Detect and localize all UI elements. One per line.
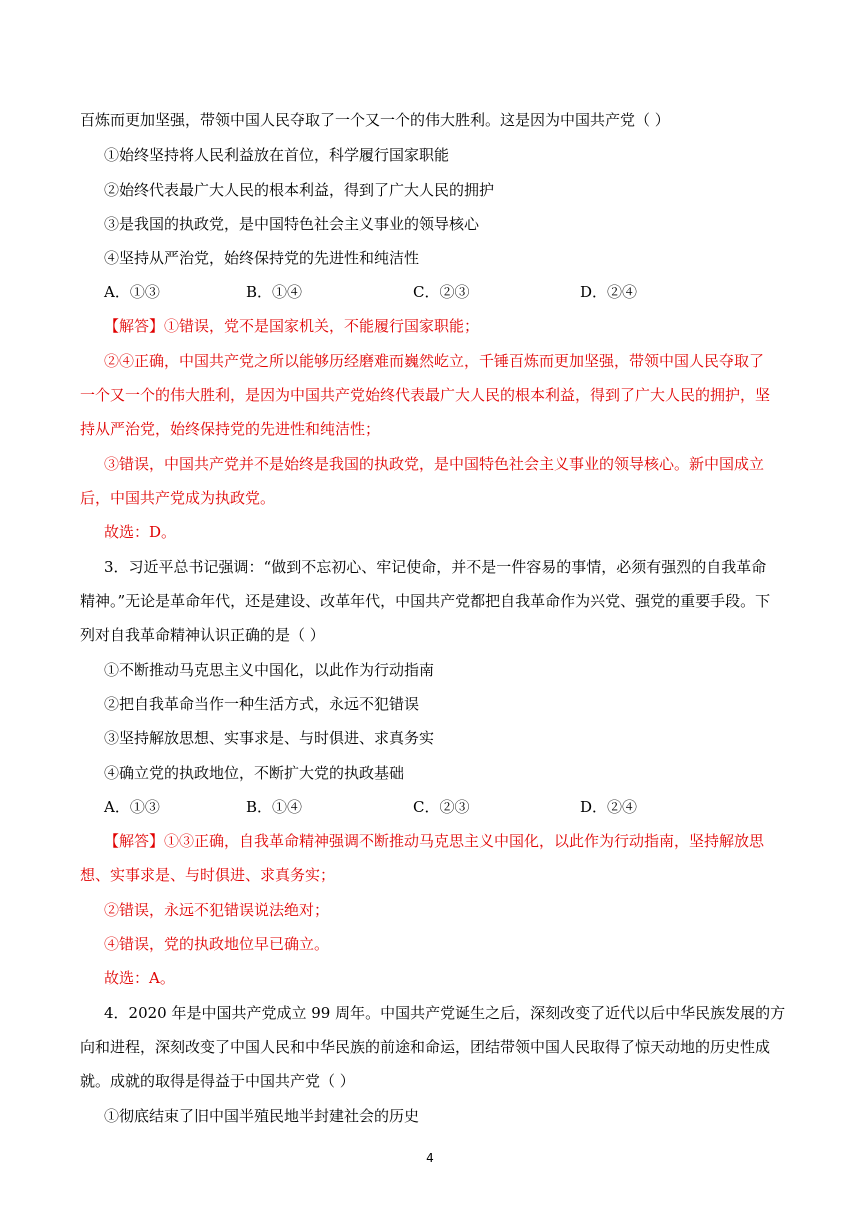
q3-option-b: B．①④ [246, 798, 303, 816]
q3-stem-line-2: 精神。”无论是革命年代，还是建设、改革年代，中国共产党都把自我革命作为兴党、强党的重要手段。下 [80, 592, 771, 610]
q2-statement-2: ②始终代表最广大人民的根本利益，得到了广大人民的拥护 [104, 181, 495, 199]
q3-stem-line-1: 3．习近平总书记强调：“做到不忘初心、牢记使命，并不是一件容易的事情，必须有强烈的自我革命 [104, 558, 767, 576]
q3-statement-2: ②把自我革命当作一种生活方式，永远不犯错误 [104, 695, 420, 713]
q2-option-c: C．②③ [413, 283, 470, 301]
q4-statement-1: ①彻底结束了旧中国半殖民地半封建社会的历史 [104, 1107, 420, 1125]
q3-choice: 故选：A。 [104, 969, 175, 987]
q2-answer-line-6: 后，中国共产党成为执政党。 [80, 489, 276, 507]
q2-answer-line-4: 持从严治党，始终保持党的先进性和纯洁性； [80, 420, 381, 438]
q2-answer-line-1: 【解答】①错误，党不是国家机关，不能履行国家职能； [104, 317, 480, 335]
q4-stem-line-1: 4．2020 年是中国共产党成立 99 周年。中国共产党诞生之后，深刻改变了近代以后中华民族发展的方 [104, 1004, 786, 1022]
q4-stem-line-2: 向和进程，深刻改变了中国人民和中华民族的前途和命运，团结带领中国人民取得了惊天动地的历史性成 [80, 1038, 771, 1056]
q2-answer-line-5: ③错误，中国共产党并不是始终是我国的执政党，是中国特色社会主义事业的领导核心。新中国成立 [104, 455, 765, 473]
q2-statement-4: ④坚持从严治党，始终保持党的先进性和纯洁性 [104, 249, 420, 267]
q3-statement-1: ①不断推动马克思主义中国化，以此作为行动指南 [104, 661, 435, 679]
q3-answer-line-2: 想、实事求是、与时俱进、求真务实； [80, 866, 336, 884]
q2-answer-line-3: 一个又一个的伟大胜利，是因为中国共产党始终代表最广大人民的根本利益，得到了广大人民的拥护，坚 [80, 386, 771, 404]
q3-answer-line-1: 【解答】①③正确，自我革命精神强调不断推动马克思主义中国化，以此作为行动指南，坚持解放思 [104, 832, 765, 850]
q3-stem-line-3: 列对自我革命精神认识正确的是（ ） [80, 626, 325, 644]
q4-stem-line-3: 就。成就的取得是得益于中国共产党（ ） [80, 1072, 355, 1090]
q3-statement-3: ③坚持解放思想、实事求是、与时俱进、求真务实 [104, 729, 435, 747]
q3-statement-4: ④确立党的执政地位，不断扩大党的执政基础 [104, 764, 405, 782]
q2-statement-3: ③是我国的执政党，是中国特色社会主义事业的领导核心 [104, 215, 480, 233]
q2-choice: 故选：D。 [104, 523, 177, 541]
page-number: 4 [426, 1151, 434, 1165]
q2-answer-line-2: ②④正确，中国共产党之所以能够历经磨难而巍然屹立，千锤百炼而更加坚强，带领中国人民夺取了 [104, 352, 765, 370]
q3-answer-line-4: ④错误，党的执政地位早已确立。 [104, 935, 330, 953]
q2-stem-tail: 百炼而更加坚强，带领中国人民夺取了一个又一个的伟大胜利。这是因为中国共产党（ ） [80, 111, 670, 129]
q2-statement-1: ①始终坚持将人民利益放在首位，科学履行国家职能 [104, 146, 450, 164]
q3-answer-line-3: ②错误，永远不犯错误说法绝对； [104, 901, 330, 919]
q2-option-a: A．①③ [104, 283, 160, 301]
q3-option-a: A．①③ [104, 798, 160, 816]
q2-option-b: B．①④ [246, 283, 303, 301]
q3-option-c: C．②③ [413, 798, 470, 816]
q2-option-d: D．②④ [580, 283, 638, 301]
q3-option-d: D．②④ [580, 798, 638, 816]
